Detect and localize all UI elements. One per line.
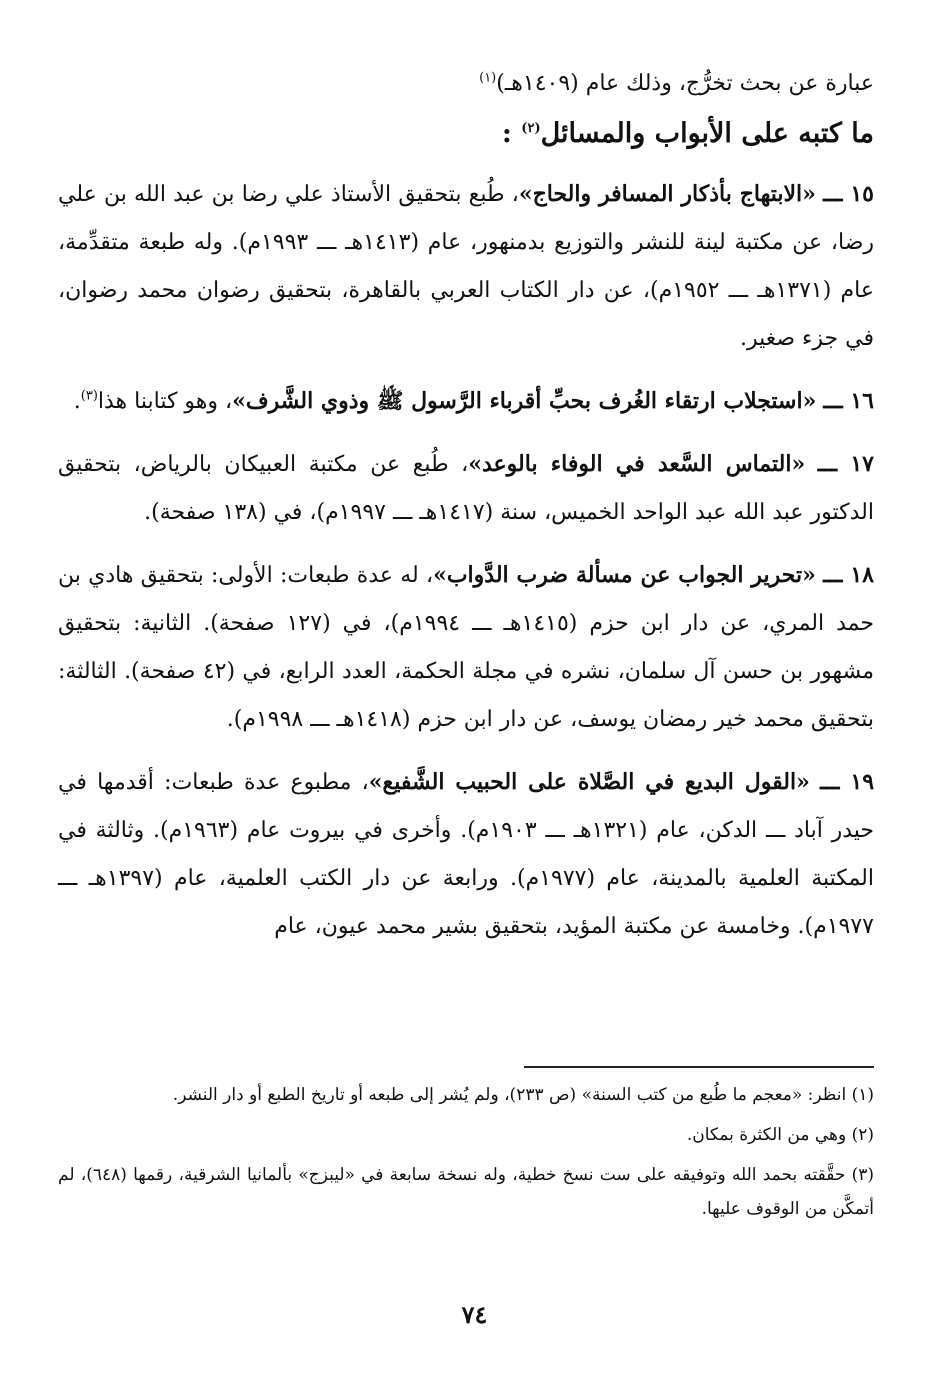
footnote-3: (٣) حقَّقته بحمد الله وتوفيقه على ست نسخ خطية، وله نسخة سابعة في «ليبزج» بألمانيا الشرقية، رقمها (٦٤٨)، لم أتمكَّن من الوقوف عليها. xyxy=(58,1165,874,1219)
entry-number: ١٩ ـــ xyxy=(820,769,875,795)
section-heading-colon: : xyxy=(501,118,512,149)
intro-line xyxy=(58,62,874,106)
page-number: ٧٤ xyxy=(461,1300,488,1329)
entry-number: ١٧ ـــ xyxy=(817,451,874,477)
entry-title: «التماس السَّعد في الوفاء بالوعد» xyxy=(468,451,806,477)
entry-18 xyxy=(58,551,874,744)
footnote-marker-1: (١) xyxy=(479,70,497,86)
section-heading xyxy=(58,110,874,158)
footnote-marker-2: (٢) xyxy=(521,121,541,136)
section-heading-text: ما كتبه على الأبواب والمسائل xyxy=(540,118,874,149)
footnote-2: (٢) وهي من الكثرة بمكان. xyxy=(686,1125,874,1145)
entry-number: ١٦ ـــ xyxy=(823,388,874,414)
entry-body: ، طُبع بتحقيق الأستاذ علي رضا بن عبد الله بن علي رضا، عن مكتبة لينة للنشر والتوزيع بدمنهور، عام (١٤١٣هـ ـــ ١٩٩٣م). وله طبعة متقدِّمة، عام (١٣٧١هـ ـــ ١٩٥٢م)، عن دار الكتاب العربي بالقاهرة، بتحقيق رضوان محمد رضوان، في جزء صغير. xyxy=(58,182,875,351)
entry-number: ١٥ ـــ xyxy=(823,181,874,207)
footnote-marker-3: (٣) xyxy=(80,388,98,404)
entry-15 xyxy=(58,170,874,363)
entry-title: «الابتهاج بأذكار المسافر والحاج» xyxy=(518,181,816,207)
entry-tail: . xyxy=(73,389,81,414)
footnote-1: (١) انظر: «معجم ما طُبع من كتب السنة» (ص ٢٣٣)، ولم يُشر إلى طبعه أو تاريخ الطبع أو دار النشر. xyxy=(172,1085,874,1105)
footnotes xyxy=(58,1078,874,1232)
page-body xyxy=(58,62,874,965)
entry-body: ، مطبوع عدة طبعات: أقدمها في حيدر آباد ـــ الدكن، عام (١٣٢١هـ ـــ ١٩٠٣م). وأخرى في بيروت عام (١٩٦٣م). وثالثة في المكتبة العلمية بالمدينة، عام (١٩٧٧م). ورابعة عن دار الكتب العلمية، عام (١٣٩٧هـ ـــ ١٩٧٧م). وخامسة عن مكتبة المؤيد، بتحقيق بشير محمد عيون، عام xyxy=(58,770,875,939)
entry-title: «استجلاب ارتقاء الغُرف بحبِّ أقرباء الرَّسول ﷺ وذوي الشَّرف» xyxy=(232,388,817,414)
entry-title: «القول البديع في الصَّلاة على الحبيب الشَّفيع» xyxy=(368,769,810,795)
entry-body: ، وهو كتابنا هذا xyxy=(97,389,233,414)
entry-17 xyxy=(58,440,874,537)
intro-text: عبارة عن بحث تخرُّج، وذلك عام (١٤٠٩هـ) xyxy=(496,71,874,96)
entry-16 xyxy=(58,377,874,426)
entry-title: «تحرير الجواب عن مسألة ضرب الدَّواب» xyxy=(433,562,816,588)
entry-number: ١٨ ـــ xyxy=(823,562,874,588)
entry-body: ، له عدة طبعات: الأولى: بتحقيق هادي بن حمد المري، عن دار ابن حزم (١٤١٥هـ ـــ ١٩٩٤م)، في (١٢٧ صفحة). الثانية: بتحقيق مشهور بن حسن آل سلمان، نشره في مجلة الحكمة، العدد الرابع، في (٤٢ صفحة). الثالثة: بتحقيق محمد خير رمضان يوسف، عن دار ابن حزم (١٤١٨هـ ـــ ١٩٩٨م). xyxy=(58,563,874,732)
footnote-divider xyxy=(524,1066,874,1068)
entry-body: ، طُبع عن مكتبة العبيكان بالرياض، بتحقيق الدكتور عبد الله عبد الواحد الخميس، سنة (١٤١٧هـ ـــ ١٩٩٧م)، في (١٣٨ صفحة). xyxy=(58,452,874,525)
entry-19 xyxy=(58,758,874,951)
